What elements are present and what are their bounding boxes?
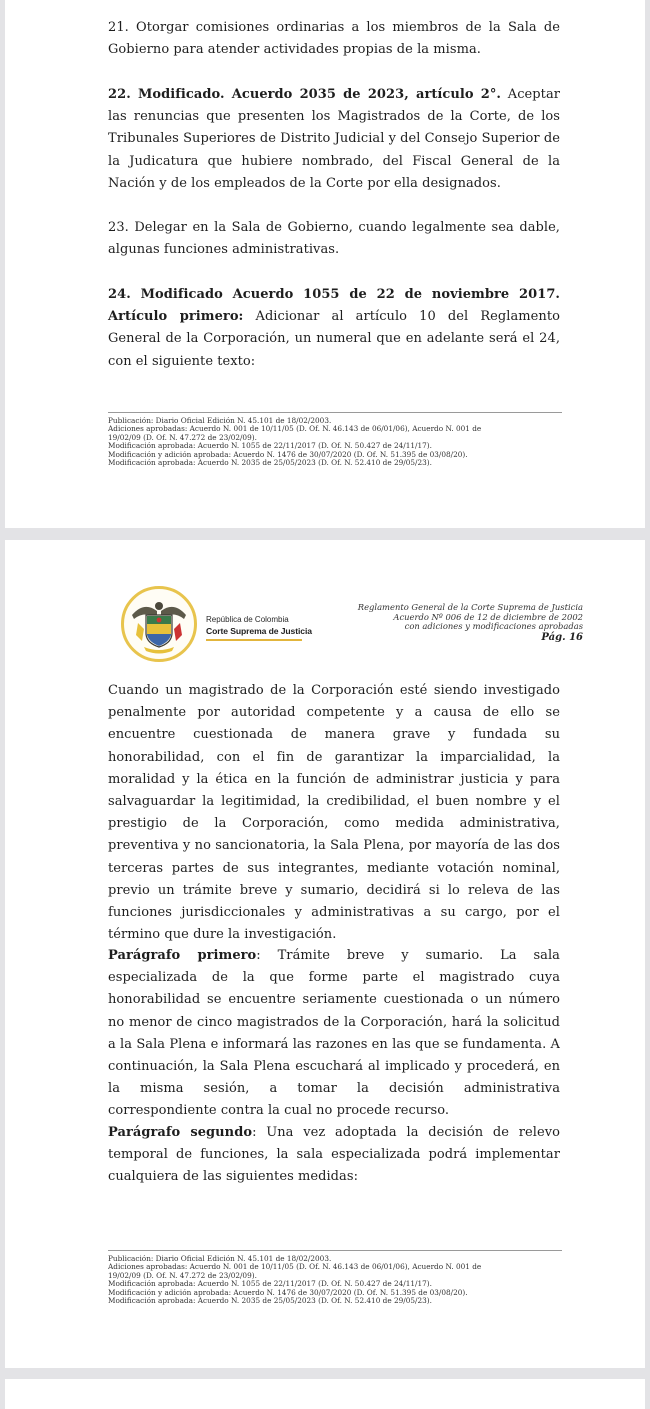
item-24-heading: 24. Modificado Acuerdo 1055 de 22 de noviembre 2017. Artículo primero: [108, 287, 560, 325]
brand-underline [206, 639, 302, 641]
additions-line: con adiciones y modificaciones aprobadas [404, 621, 583, 632]
paragraph-first: Parágrafo primero: Trámite breve y sumario. La sala especializada de la que forme parte el magistrado cuya honorabilidad se encuentre seriamente cuestionada o un número no menor de cinco magistrados de la Corporación, hará la solicitud a la Sala Plena e informará las razones en las que se fundamenta. A continuación, la Sala Plena escuchará al implicado y procederá, en la misma sesión, a tomar la decisión administrativa correspondiente contra la cual no procede recurso. [108, 948, 560, 1119]
document-title: Reglamento General de la Corte Suprema de Justicia [357, 602, 583, 612]
court-name: Corte Suprema de Justicia [206, 626, 312, 636]
document-page-1 [5, 0, 645, 528]
item-22: 22. Modificado. Acuerdo 2035 de 2023, artículo 2°. Aceptar las renuncias que presenten los Magistrados de la Corte, de los Tribunales Superiores de Distrito Judicial y del Consejo Superior de la Judicatura que hubiere nombrado, del Fiscal General de la Nación y de los empleados de la Corte por ella designados. [108, 87, 561, 191]
paragraph-second: Parágrafo segundo: Una vez adoptada la decisión de relevo temporal de funciones, la sala especializada podrá implementar cualquiera de las siguientes medidas: [108, 1125, 561, 1185]
page-header [358, 603, 583, 642]
item-23: 23. Delegar en la Sala de Gobierno, cuando legalmente sea dable, algunas funciones administrativas. [108, 220, 560, 258]
court-seal-logo [121, 586, 197, 662]
agreement-line: Acuerdo Nº 006 de 12 de diciembre de 2002 [393, 611, 583, 622]
footnote: Publicación: Diario Oficial Edición N. 45.101 de 18/02/2003. Adiciones aprobadas: Acuerdo N. 001 de 10/11/05 (D. Of. N. 46.143 de 06/01/06), Acuerdo N. 001 de 19/02/09 (D. Of. N. 47.272 de 23/02/09). Modificación aprobada: Acuerdo N. 1055 de 22/11/2017 (D. Of. N. 50.427 de 24/11/17). Modificación y adición aprobada: Acuerdo N. 1476 de 30/07/2020 (D. Of. N. 51.395 de 03/08/20). Modificación aprobada: Acuerdo N. 2035 de 25/05/2023 (D. Of. N. 52.410 de 29/05/23). [108, 412, 562, 467]
item-24: 24. Modificado Acuerdo 1055 de 22 de noviembre 2017. Artículo primero: Adicionar al artículo 10 del Reglamento General de la Corporación, un numeral que en adelante será el 24, con el siguiente texto: [108, 287, 560, 369]
footnote: Publicación: Diario Oficial Edición N. 45.101 de 18/02/2003. Adiciones aprobadas: Acuerdo N. 001 de 10/11/05 (D. Of. N. 46.143 de 06/01/06), Acuerdo N. 001 de 19/02/09 (D. Of. N. 47.272 de 23/02/09). Modificación aprobada: Acuerdo N. 1055 de 22/11/2017 (D. Of. N. 50.427 de 24/11/17). Modificación y adición aprobada: Acuerdo N. 1476 de 30/07/2020 (D. Of. N. 51.395 de 03/08/20). Modificación aprobada: Acuerdo N. 2035 de 25/05/2023 (D. Of. N. 52.410 de 29/05/23). [108, 1250, 562, 1305]
coat-of-arms-icon [124, 589, 194, 659]
document-page-2 [5, 540, 645, 1368]
paragraph-second-heading: Parágrafo segundo [108, 1125, 253, 1140]
paragraph-first-heading: Parágrafo primero [108, 948, 257, 963]
item-21: 21. Otorgar comisiones ordinarias a los miembros de la Sala de Gobierno para atender actividades propias de la misma. [108, 20, 560, 58]
main-paragraph: Cuando un magistrado de la Corporación esté siendo investigado penalmente por autoridad competente y a causa de ello se encuentre cuestionada de manera grave y fundada su honorabilidad, con el fin de garantizar la imparcialidad, la moralidad y la ética en la función de administrar justicia y para salvaguardar la legitimidad, la credibilidad, el buen nombre y el prestigio de la Corporación, como medida administrativa, preventiva y no sancionatoria, la Sala Plena, por mayoría de las dos terceras partes de sus integrantes, mediante votación nominal, previo un trámite breve y sumario, decidirá si lo releva de las funciones jurisdiccionales y administrativas a su cargo, por el término que dure la investigación. [108, 683, 560, 943]
page-number: Pág. 16 [541, 631, 583, 643]
republic-label: República de Colombia [206, 615, 289, 624]
item-22-heading: 22. Modificado. Acuerdo 2035 de 2023, artículo 2°. [108, 87, 501, 102]
